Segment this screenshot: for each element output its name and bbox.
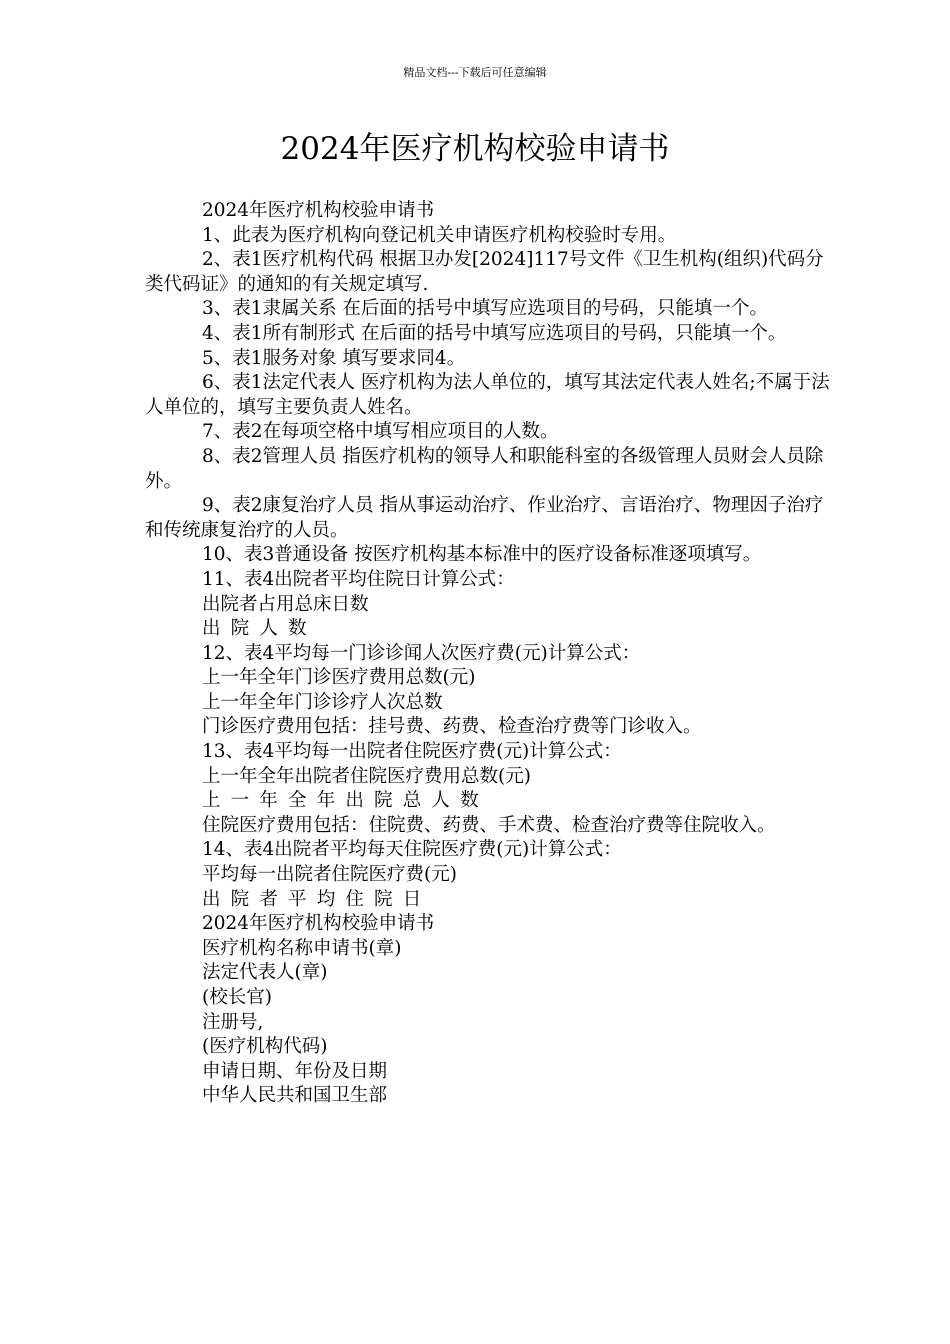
body-paragraph: 2024年医疗机构校验申请书 bbox=[202, 200, 435, 221]
body-paragraph: 申请日期、年份及日期 bbox=[202, 1060, 388, 1082]
body-paragraph: (医疗机构代码) bbox=[202, 1036, 328, 1058]
body-paragraph: 住院医疗费用包括：住院费、药费、手术费、检查治疗费等住院收入。 bbox=[202, 814, 776, 836]
body-paragraph: 出院人数 bbox=[202, 618, 317, 640]
body-paragraph: 5、表1服务对象 填写要求同4。 bbox=[202, 347, 466, 369]
body-paragraph: 13、表4平均每一出院者住院医疗费(元)计算公式： bbox=[202, 741, 622, 763]
body-paragraph: 上一年全年出院总人数 bbox=[202, 790, 489, 812]
body-paragraph: 9、表2康复治疗人员 指从事运动治疗、作业治疗、言语治疗、物理因子治疗和传统康复治疗的人员。 bbox=[145, 495, 824, 541]
body-paragraph: 2、表1医疗机构代码 根据卫办发[2024]117号文件《卫生机构(组织)代码分类代码证》的通知的有关规定填写. bbox=[145, 249, 824, 295]
body-paragraph: 11、表4出院者平均住院日计算公式： bbox=[202, 568, 515, 590]
body-paragraph: 3、表1隶属关系 在后面的括号中填写应选项目的号码，只能填一个。 bbox=[202, 298, 768, 320]
body-paragraph: (校长官) bbox=[202, 987, 272, 1008]
body-paragraph: 12、表4平均每一门诊诊闻人次医疗费(元)计算公式： bbox=[202, 642, 641, 664]
header-note: 精品文档---下载后可任意编辑 bbox=[403, 66, 547, 79]
body-paragraph: 14、表4出院者平均每天住院医疗费(元)计算公式： bbox=[202, 839, 622, 861]
body-paragraph: 中华人民共和国卫生部 bbox=[202, 1085, 388, 1107]
body-paragraph: 4、表1所有制形式 在后面的括号中填写应选项目的号码，只能填一个。 bbox=[202, 322, 787, 344]
document-body bbox=[145, 199, 835, 1109]
body-paragraph: 6、表1法定代表人 医疗机构为法人单位的，填写其法定代表人姓名;不属于法人单位的，填写主要负责人姓名。 bbox=[145, 372, 830, 418]
body-paragraph: 上一年全年门诊医疗费用总数(元) bbox=[202, 667, 476, 689]
body-paragraph: 出院者占用总床日数 bbox=[202, 593, 369, 615]
body-paragraph: 注册号, bbox=[202, 1011, 264, 1033]
body-paragraph: 上一年全年出院者住院医疗费用总数(元) bbox=[202, 765, 531, 787]
body-paragraph: 出院者平均住院日 bbox=[202, 888, 432, 910]
body-paragraph: 10、表3普通设备 按医疗机构基本标准中的医疗设备标准逐项填写。 bbox=[202, 544, 762, 566]
body-paragraph: 医疗机构名称申请书(章) bbox=[202, 937, 402, 959]
document-title: 2024年医疗机构校验申请书 bbox=[280, 131, 670, 167]
body-paragraph: 8、表2管理人员 指医疗机构的领导人和职能科室的各级管理人员财会人员除外。 bbox=[145, 445, 824, 492]
body-paragraph: 1、此表为医疗机构向登记机关申请医疗机构校验时专用。 bbox=[202, 224, 677, 246]
body-paragraph: 上一年全年门诊诊疗人次总数 bbox=[202, 691, 443, 713]
body-paragraph: 平均每一出院者住院医疗费(元) bbox=[202, 864, 457, 886]
body-paragraph: 2024年医疗机构校验申请书 bbox=[202, 913, 435, 935]
body-paragraph: 法定代表人(章) bbox=[202, 962, 328, 984]
body-paragraph: 门诊医疗费用包括：挂号费、药费、检查治疗费等门诊收入。 bbox=[202, 716, 702, 738]
body-paragraph: 7、表2在每项空格中填写相应项目的人数。 bbox=[202, 421, 559, 443]
